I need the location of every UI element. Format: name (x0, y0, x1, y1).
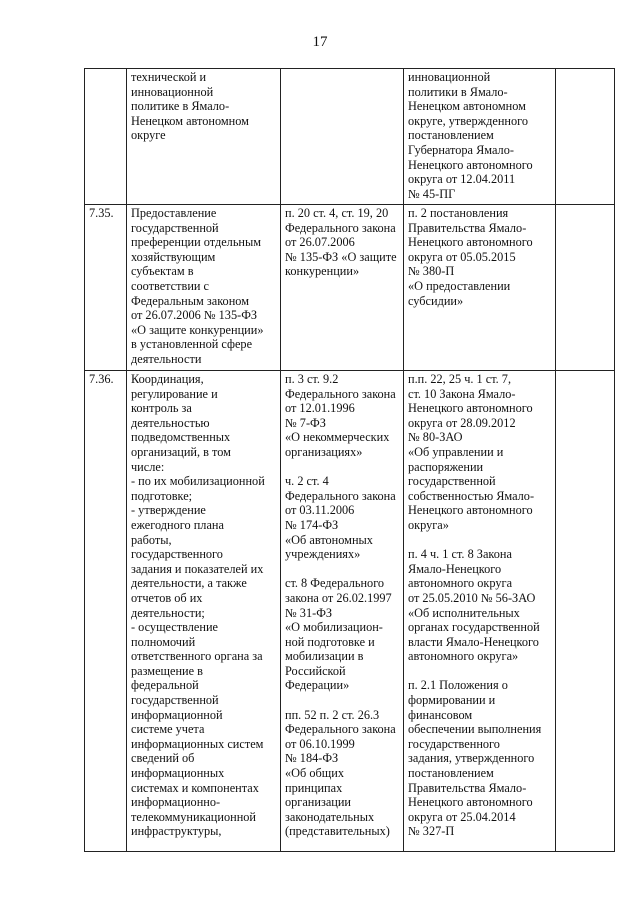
federal-legal-basis-paragraph: ч. 2 ст. 4 Федерального закона от 03.11.2006 № 174-ФЗ «Об автономных учреждениях» (285, 474, 396, 562)
page-number: 17 (312, 34, 328, 50)
regional-legal-basis-paragraph: п. 2 постановления Правительства Ямало- Ненецкого автономного округа от 05.05.2015 № 380-П «О предоставлении субсидии» (408, 206, 533, 308)
item-number: 7.35. (85, 205, 127, 371)
authority-name: Координация, регулирование и контроль за деятельностью подведомственных организаций, в том числе: - по их мобилизационной подготовке; - утверждение ежегодного плана работы, государственного задания и показателей их деятельности, а также отчетов об их деятельности; - осуществление полномочий ответственного органа за размещение в федеральной государственной информационной системе учета информационных систем сведений об информационных системах и компонентах информационно- телекоммуникационной инфраструктуры, (127, 371, 281, 852)
item-number: 7.36. (85, 371, 127, 852)
regional-legal-basis-paragraph: п. 2.1 Положения о формировании и финансовом обеспечении выполнения государственного задания, утвержденного постановлением Правительства Ямало- Ненецкого автономного округа от 25.04.2014 № 327-П (408, 678, 542, 839)
item-number (85, 69, 127, 205)
regional-legal-basis (404, 69, 556, 205)
federal-legal-basis-paragraph: ст. 8 Федерального закона от 26.02.1997 № 31-ФЗ «О мобилизацион- ной подготовке и мобилизации в Российской Федерации» (285, 576, 392, 693)
paragraph-gap (285, 460, 400, 475)
authority-name: технической и инновационной политике в Ямало- Ненецком автономном округе (127, 69, 281, 205)
federal-legal-basis (281, 371, 404, 852)
paragraph-gap (408, 664, 552, 679)
federal-legal-basis (281, 205, 404, 371)
table-row (85, 69, 615, 205)
note-cell (556, 371, 615, 852)
note-cell (556, 205, 615, 371)
regional-legal-basis (404, 371, 556, 852)
paragraph-gap (285, 562, 400, 577)
regional-legal-basis-paragraph: инновационной политики в Ямало- Ненецком автономном округе, утвержденного постановлением Губернатора Ямало- Ненецкого автономного округа от 12.04.2011 № 45-ПГ (408, 70, 533, 201)
paragraph-gap (408, 533, 552, 548)
legal-basis-table (84, 68, 615, 852)
regional-legal-basis-paragraph: п. 4 ч. 1 ст. 8 Закона Ямало-Ненецкого автономного округа от 25.05.2010 № 56-ЗАО «Об исполнительных органах государственной власти Ямало-Ненецкого автономного округа» (408, 547, 540, 664)
federal-legal-basis-paragraph: пп. 52 п. 2 ст. 26.3 Федерального закона от 06.10.1999 № 184-ФЗ «Об общих принципах организации законодательных (представительных) (285, 707, 396, 839)
note-cell (556, 69, 615, 205)
federal-legal-basis (281, 69, 404, 205)
regional-legal-basis-paragraph: п.п. 22, 25 ч. 1 ст. 7, ст. 10 Закона Ямало- Ненецкого автономного округа от 28.09.2012 № 80-ЗАО «Об управлении и распоряжении государственной собственностью Ямало- Ненецкого автономного округа» (408, 372, 535, 532)
regional-legal-basis (404, 205, 556, 371)
table-row (85, 205, 615, 371)
paragraph-gap (285, 693, 400, 708)
table-row (85, 371, 615, 852)
federal-legal-basis-paragraph: п. 20 ст. 4, ст. 19, 20 Федерального закона от 26.07.2006 № 135-ФЗ «О защите конкуренции» (285, 206, 397, 279)
federal-legal-basis-paragraph: п. 3 ст. 9.2 Федерального закона от 12.01.1996 № 7-ФЗ «О некоммерческих организациях» (285, 372, 396, 459)
authority-name: Предоставление государственной преференции отдельным хозяйствующим субъектам в соответствии с Федеральным законом от 26.07.2006 № 135-ФЗ «О защите конкуренции» в установленной сфере деятельности (127, 205, 281, 371)
